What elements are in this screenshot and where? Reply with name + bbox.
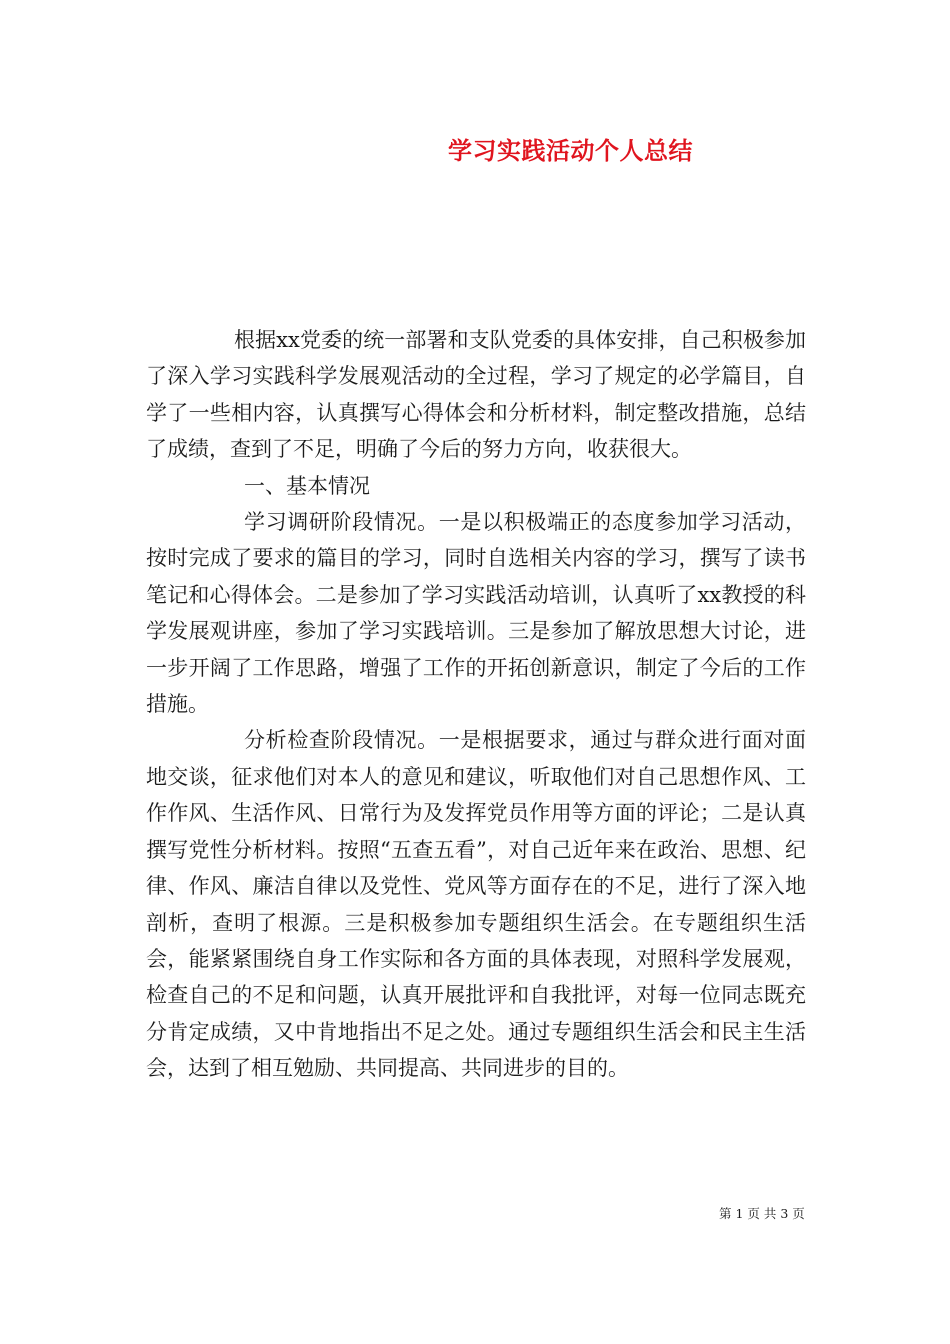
- document-body: [146, 322, 806, 1087]
- paragraph-study-research-stage: 学习调研阶段情况。一是以积极端正的态度参加学习活动，按时完成了要求的篇目的学习，同时自选相关内容的学习，撰写了读书笔记和心得体会。二是参加了学习实践活动培训，认真听了xx教授的科学发展观讲座，参加了学习实践培训。三是参加了解放思想大讨论，进一步开阔了工作思路，增强了工作的开拓创新意识，制定了今后的工作措施。: [146, 510, 806, 717]
- page-number-footer: 第 1 页 共 3 页: [719, 1206, 805, 1221]
- section-heading-basic-situation: 一、基本情况: [244, 473, 370, 498]
- document-title: 学习实践活动个人总结: [448, 136, 693, 165]
- paragraph-analysis-inspection-stage: 分析检查阶段情况。一是根据要求，通过与群众进行面对面地交谈，征求他们对本人的意见和建议，听取他们对自己思想作风、工作作风、生活作风、日常行为及发挥党员作用等方面的评论；二是认真撰写党性分析材料。按照“五查五看”，对自己近年来在政治、思想、纪律、作风、廉洁自律以及党性、党风等方面存在的不足，进行了深入地剖析，查明了根源。三是积极参加专题组织生活会。在专题组织生活会，能紧紧围绕自身工作实际和各方面的具体表现，对照科学发展观，检查自己的不足和问题，认真开展批评和自我批评，对每一位同志既充分肯定成绩，又中肯地指出不足之处。通过专题组织生活会和民主生活会，达到了相互勉励、共同提高、共同进步的目的。: [146, 728, 806, 1081]
- paragraph-intro: 根据xx党委的统一部署和支队党委的具体安排，自己积极参加了深入学习实践科学发展观活动的全过程，学习了规定的必学篇目，自学了一些相内容，认真撰写心得体会和分析材料，制定整改措施，总结了成绩，查到了不足，明确了今后的努力方向，收获很大。: [146, 328, 806, 462]
